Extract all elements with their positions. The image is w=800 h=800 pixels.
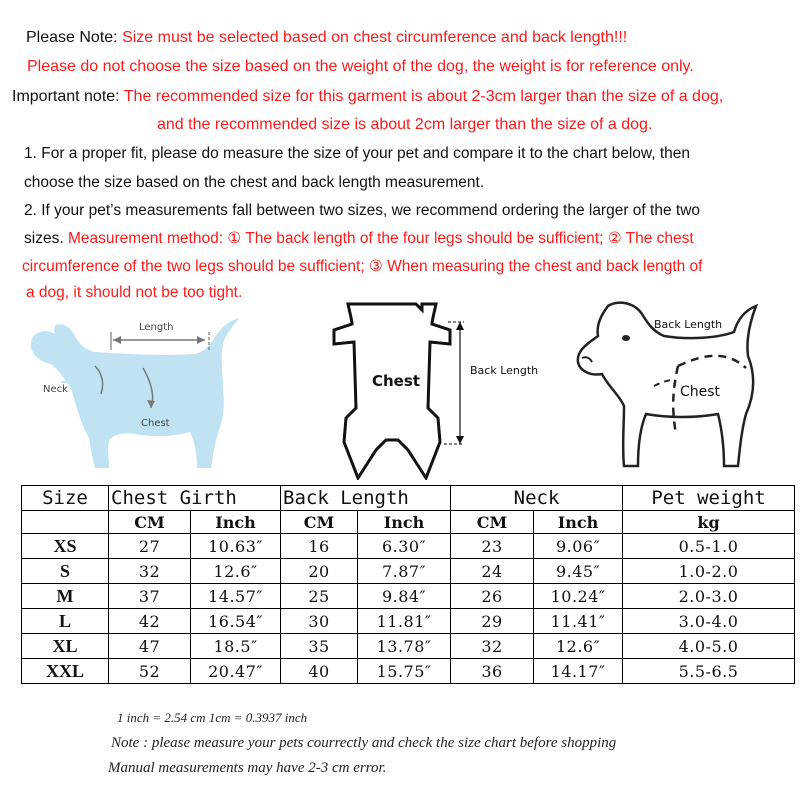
table-row (22, 634, 795, 659)
neck-inch-cell: 9.45″ (534, 559, 623, 584)
back-inch-cell: 13.78″ (358, 634, 451, 659)
weight-kg-cell: 3.0-4.0 (623, 609, 795, 634)
note-line-3 (12, 87, 723, 107)
size-header: Size (22, 486, 109, 511)
size-cell: S (22, 559, 109, 584)
chest-cm-cell: 47 (109, 634, 191, 659)
neck-header: Neck (451, 486, 623, 511)
neck-cm-cell: 24 (451, 559, 534, 584)
table-row (22, 609, 795, 634)
note-line-2: Please do not choose the size based on the weight of the dog, the weight is for reference only. (27, 58, 694, 75)
dog-silhouette-diagram (25, 310, 265, 475)
important-text: The recommended size for this garment is about 2-3cm larger than the size of a dog, (123, 88, 724, 105)
pet-weight-header: Pet weight (623, 486, 795, 511)
unit-inch: Inch (534, 511, 623, 534)
neck-inch-cell: 9.06″ (534, 534, 623, 559)
table-row (22, 559, 795, 584)
note-text: Size must be selected based on chest circumference and back length!!! (122, 29, 628, 46)
unit-kg: kg (623, 511, 795, 534)
note-line-9: circumference of the two legs should be sufficient; ③ When measuring the chest and back length of (22, 258, 703, 275)
size-cell: M (22, 584, 109, 609)
sizes-label: sizes. (24, 230, 68, 247)
note-line-7: 2. If your pet’s measurements fall between two sizes, we recommend ordering the larger of the two (24, 202, 701, 219)
units-empty-cell (22, 511, 109, 534)
error-note: Manual measurements may have 2-3 cm error. (108, 760, 387, 776)
neck-inch-cell: 12.6″ (534, 634, 623, 659)
chest-cm-cell: 42 (109, 609, 191, 634)
weight-kg-cell: 4.0-5.0 (623, 634, 795, 659)
garment-diagram (316, 300, 556, 480)
dog2-chest-label: Chest (680, 384, 721, 400)
weight-kg-cell: 2.0-3.0 (623, 584, 795, 609)
dog2-back-length-label: Back Length (654, 318, 723, 331)
important-label: Important note: (12, 88, 124, 105)
garment-back-length-label: Back Length (470, 364, 539, 377)
size-cell: XS (22, 534, 109, 559)
chest-inch-cell: 20.47″ (191, 659, 281, 684)
unit-inch: Inch (191, 511, 281, 534)
weight-kg-cell: 5.5-6.5 (623, 659, 795, 684)
table-row (22, 534, 795, 559)
back-cm-cell: 16 (281, 534, 358, 559)
back-cm-cell: 35 (281, 634, 358, 659)
back-length-header: Back Length (281, 486, 451, 511)
back-cm-cell: 25 (281, 584, 358, 609)
neck-cm-cell: 23 (451, 534, 534, 559)
back-cm-cell: 40 (281, 659, 358, 684)
measurement-method: Measurement method: ① The back length of the four legs should be sufficient; ② The chest (67, 230, 694, 247)
table-units-row (22, 511, 795, 534)
garment-chest-label: Chest (372, 372, 420, 390)
weight-kg-cell: 0.5-1.0 (623, 534, 795, 559)
garment-outline (334, 304, 450, 478)
neck-inch-cell: 14.17″ (534, 659, 623, 684)
chest-girth-header: Chest Girth (109, 486, 281, 511)
size-cell: L (22, 609, 109, 634)
note-line-4: and the recommended size is about 2cm larger than the size of a dog. (157, 116, 653, 133)
neck-cm-cell: 36 (451, 659, 534, 684)
table-row (22, 659, 795, 684)
table-row (22, 584, 795, 609)
size-cell: XXL (22, 659, 109, 684)
back-inch-cell: 11.81″ (358, 609, 451, 634)
chest-inch-cell: 14.57″ (191, 584, 281, 609)
length-label: Length (139, 322, 174, 333)
chest-cm-cell: 37 (109, 584, 191, 609)
chest-inch-cell: 18.5″ (191, 634, 281, 659)
back-inch-cell: 6.30″ (358, 534, 451, 559)
chest-inch-cell: 12.6″ (191, 559, 281, 584)
neck-inch-cell: 11.41″ (534, 609, 623, 634)
neck-cm-cell: 29 (451, 609, 534, 634)
back-inch-cell: 15.75″ (358, 659, 451, 684)
illustrations (0, 292, 800, 482)
neck-label: Neck (43, 384, 68, 395)
chest-label: Chest (141, 418, 170, 429)
back-cm-cell: 20 (281, 559, 358, 584)
note-line-5: 1. For a proper fit, please do measure the size of your pet and compare it to the chart below, then (24, 145, 691, 162)
size-cell: XL (22, 634, 109, 659)
chest-cm-cell: 27 (109, 534, 191, 559)
back-inch-cell: 9.84″ (358, 584, 451, 609)
unit-cm: CM (109, 511, 191, 534)
neck-inch-cell: 10.24″ (534, 584, 623, 609)
chest-cm-cell: 52 (109, 659, 191, 684)
note-label: Please Note: (26, 29, 123, 46)
chest-inch-cell: 10.63″ (191, 534, 281, 559)
weight-kg-cell: 1.0-2.0 (623, 559, 795, 584)
unit-inch: Inch (358, 511, 451, 534)
measure-note: Note : please measure your pets courrectly and check the size chart before shopping (111, 735, 617, 751)
size-chart-table (21, 485, 795, 684)
unit-cm: CM (451, 511, 534, 534)
back-inch-cell: 7.87″ (358, 559, 451, 584)
conversion-note: 1 inch = 2.54 cm 1cm = 0.3937 inch (117, 710, 308, 725)
neck-cm-cell: 32 (451, 634, 534, 659)
note-line-10: a dog, it should not be too tight. (26, 284, 243, 301)
unit-cm: CM (281, 511, 358, 534)
note-line-1 (26, 28, 627, 48)
back-cm-cell: 30 (281, 609, 358, 634)
note-line-8 (24, 229, 694, 249)
chest-inch-cell: 16.54″ (191, 609, 281, 634)
chest-cm-cell: 32 (109, 559, 191, 584)
neck-cm-cell: 26 (451, 584, 534, 609)
note-line-6: choose the size based on the chest and back length measurement. (24, 174, 485, 191)
table-header-row (22, 486, 795, 511)
dog-outline-diagram (568, 296, 788, 476)
